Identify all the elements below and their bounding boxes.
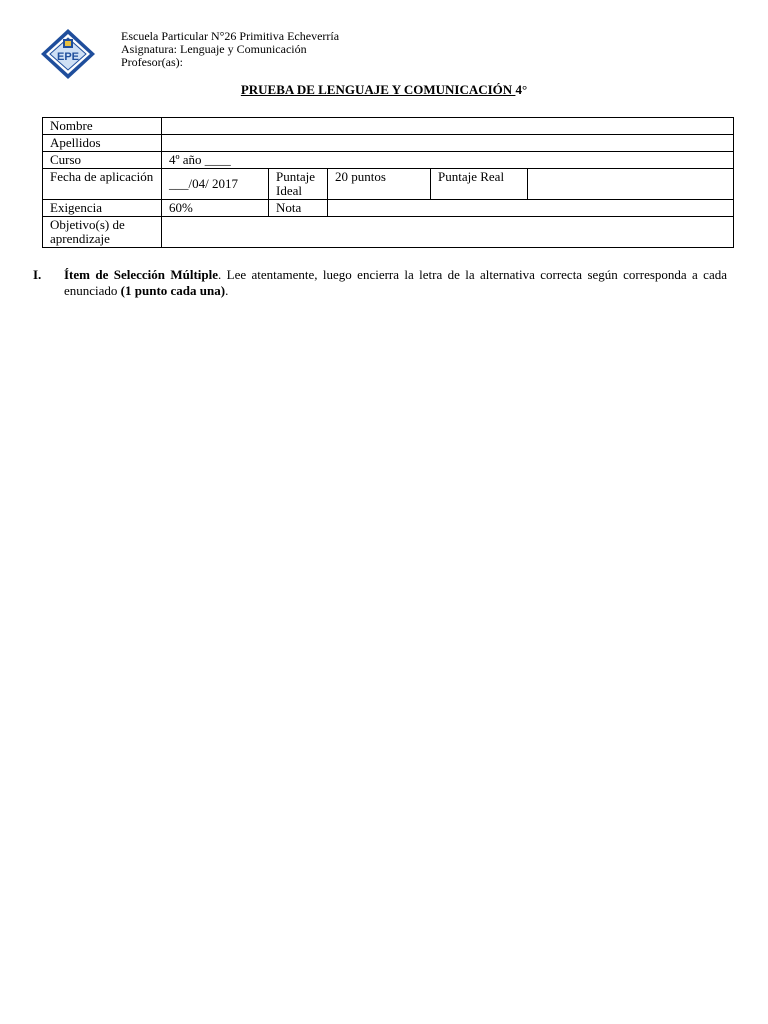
section-points: (1 punto cada una) <box>120 283 226 298</box>
exigencia-value: 60% <box>162 200 269 217</box>
objetivo-field <box>162 217 734 248</box>
table-row <box>43 118 734 135</box>
section-text: . Lee atentamente, luego encierra la letra de la alternativa correcta según corresponda a cada enunciado <box>64 267 727 298</box>
curso-field[interactable]: 4º año ____ <box>162 152 734 169</box>
apellidos-field[interactable] <box>162 135 734 152</box>
title-main: PRUEBA DE LENGUAJE Y COMUNICACIÓN <box>240 82 516 97</box>
section-heading: Ítem de Selección Múltiple <box>64 267 219 282</box>
title-grade: 4° <box>515 82 528 97</box>
crest-letters: EPE <box>56 51 80 63</box>
subject-line: Asignatura: Lenguaje y Comunicación <box>121 42 307 56</box>
document-header <box>121 30 339 69</box>
exigencia-label: Exigencia <box>43 200 162 217</box>
curso-label: Curso <box>43 152 162 169</box>
nota-label: Nota <box>269 200 328 217</box>
page-title <box>0 82 768 98</box>
fecha-label: Fecha de aplicación <box>43 169 162 200</box>
fecha-field[interactable]: ___/04/ 2017 <box>162 169 269 200</box>
section-end: . <box>225 283 229 298</box>
table-row <box>43 152 734 169</box>
table-row <box>43 169 734 200</box>
nombre-field[interactable] <box>162 118 734 135</box>
table-row <box>43 200 734 217</box>
puntaje-real-label: Puntaje Real <box>431 169 528 200</box>
objetivo-label: Objetivo(s) de aprendizaje <box>43 217 162 248</box>
section-instructions <box>64 267 727 299</box>
section-number: I. <box>33 267 42 282</box>
table-row <box>43 217 734 248</box>
table-row <box>43 135 734 152</box>
nota-field[interactable] <box>328 200 734 217</box>
school-crest-icon <box>37 27 99 81</box>
nombre-label: Nombre <box>43 118 162 135</box>
puntaje-ideal-value: 20 puntos <box>328 169 431 200</box>
apellidos-label: Apellidos <box>43 135 162 152</box>
section-multiple-choice <box>33 267 727 299</box>
puntaje-real-field[interactable] <box>528 169 734 200</box>
school-name: Escuela Particular N°26 Primitiva Echeverría <box>121 29 340 43</box>
student-info-table <box>42 117 734 248</box>
teacher-line: Profesor(as): <box>121 55 183 69</box>
puntaje-ideal-label: Puntaje Ideal <box>269 169 328 200</box>
